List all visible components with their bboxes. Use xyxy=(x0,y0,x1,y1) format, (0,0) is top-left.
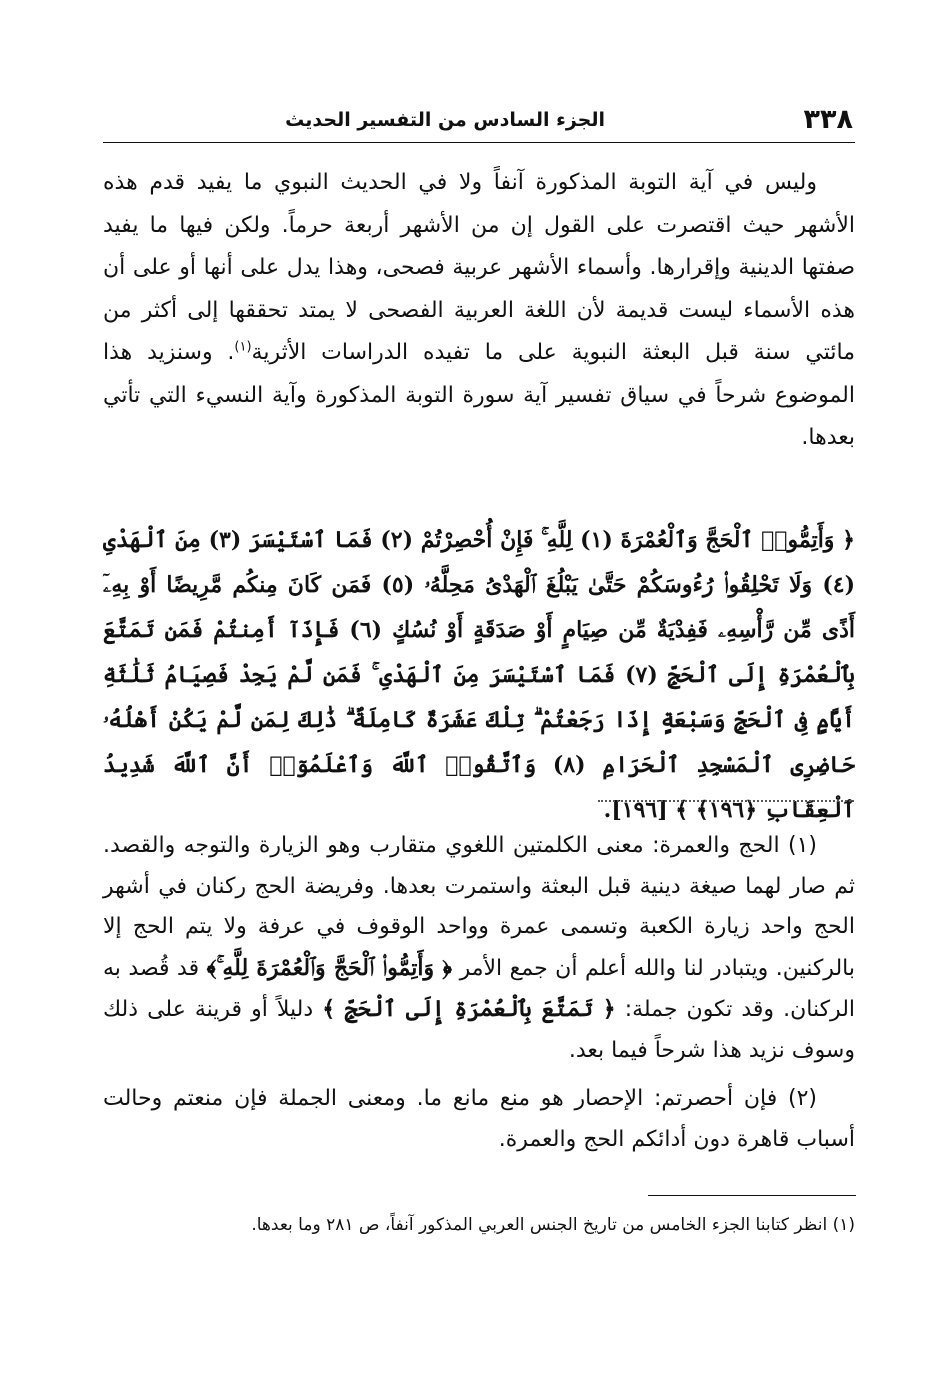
footnote: (١) انظر كتابنا الجزء الخامس من تاريخ الجنس العربي المذكور آنفاً، ص ٢٨١ وما بعدها. xyxy=(251,1215,855,1235)
paragraph-1 xyxy=(103,162,855,460)
footnote-ref-1: (١) xyxy=(234,339,252,355)
note-2: (٢) فإن أحصرتم: الإحصار هو منع مانع ما. ومعنى الجملة فإن منعتم وحالت أسباب قاهرة دون أدائكم الحج والعمرة. xyxy=(103,1086,855,1152)
quran-verse xyxy=(103,518,855,833)
verse-reference: [١٩٦]. xyxy=(603,797,668,823)
note-1 xyxy=(103,826,855,1071)
dotted-separator xyxy=(598,800,854,802)
paragraph-1-tail: . وسنزيد هذا الموضوع شرحاً في سياق تفسير آية سورة التوبة المذكورة وآية النسيء التي تأتي بعدها. xyxy=(103,340,855,450)
note-1-text-c: دليلاً أو قرينة على ذلك وسوف نزيد هذا شرحاً فيما بعد. xyxy=(103,997,855,1063)
paragraph-1-text: وليس في آية التوبة المذكورة آنفاً ولا في الحديث النبوي ما يفيد قدم هذه الأشهر حيث اقتصرت على القول إن من الأشهر أربعة حرماً. ولكن فيها ما يفيد صفتها الدينية وإقرارها. وأسماء الأشهر عربية فصحى، وهذا يدل على أنها أو على أن هذه الأسماء ليست قديمة لأن اللغة العربية الفصحى لا يمتد تحققها إلى أكثر من مائتي سنة قبل البعثة النبوية على ما تفيده الدراسات الأثرية xyxy=(103,170,855,365)
note-1-text-a: (١) الحج والعمرة: معنى الكلمتين اللغوي متقارب وهو الزيارة والتوجه والقصد. ثم صار لهما صيغة دينية قبل البعثة واستمرت بعدها. وفريضة الحج ركنان في أشهر الحج واحد زيارة الكعبة وتسمى عمرة وواحد الوقوف في عرفة ولا يتم الحج إلا بالركنين. ويتبادر لنا والله أعلم أن جمع الأمر xyxy=(103,833,855,981)
page-header xyxy=(103,100,855,143)
note-1-quote-1: ﴿ وَأَتِمُّوا۟ ٱلْحَجَّ وَٱلْعُمْرَةَ لِلَّهِ ۚ﴾ xyxy=(206,954,453,981)
verse-text: ﴿ وَأَتِمُّوا۟ ٱلْحَجَّ وَٱلْعُمْرَةَ (١) لِلَّهِ ۚ فَإِنْ أُحْصِرْتُمْ (٢) فَمَا ٱسْتَيْسَرَ (٣) مِنَ ٱلْهَدْىِ (٤) وَلَا تَحْلِقُوا۟ رُءُوسَكُمْ حَتَّىٰ يَبْلُغَ ٱلْهَدْىُ مَحِلَّهُۥ (٥) فَمَن كَانَ مِنكُم مَّرِيضًا أَوْ بِهِۦٓ أَذًى مِّن رَّأْسِهِۦ فَفِدْيَةٌ مِّن صِيَامٍ أَوْ صَدَقَةٍ أَوْ نُسُكٍ (٦) فَإِذَآ أَمِنتُمْ فَمَن تَمَتَّعَ بِٱلْعُمْرَةِ إِلَى ٱلْحَجِّ (٧) فَمَا ٱسْتَيْسَرَ مِنَ ٱلْهَدْىِ ۚ فَمَن لَّمْ يَجِدْ فَصِيَامُ ثَلَٰثَةِ أَيَّامٍ فِى ٱلْحَجِّ وَسَبْعَةٍ إِذَا رَجَعْتُمْ ۗ تِلْكَ عَشَرَةٌ كَامِلَةٌ ۗ ذَٰلِكَ لِمَن لَّمْ يَكُنْ أَهْلُهُۥ حَاضِرِى ٱلْمَسْجِدِ ٱلْحَرَامِ (٨) وَٱتَّقُوا۟ ٱللَّهَ وَٱعْلَمُوٓا۟ أَنَّ ٱللَّهَ شَدِيدُ ٱلْعِقَابِ ﴿١٩٦﴾ ﴾ xyxy=(103,527,856,823)
running-title: الجزء السادس من التفسير الحديث xyxy=(285,109,605,131)
note-1-quote-2: ﴿ تَمَتَّعَ بِٱلْعُمْرَةِ إِلَى ٱلْحَجِّ ﴾ xyxy=(322,996,616,1022)
page-number: ٣٣٨ xyxy=(803,104,853,135)
note-1-text-b: قد قُصد به الركنان. وقد تكون جملة: xyxy=(103,955,856,1022)
footnote-rule xyxy=(648,1195,856,1196)
quran-verse-block xyxy=(103,518,855,833)
main-paragraph xyxy=(103,162,855,460)
explanatory-notes xyxy=(103,826,855,1160)
